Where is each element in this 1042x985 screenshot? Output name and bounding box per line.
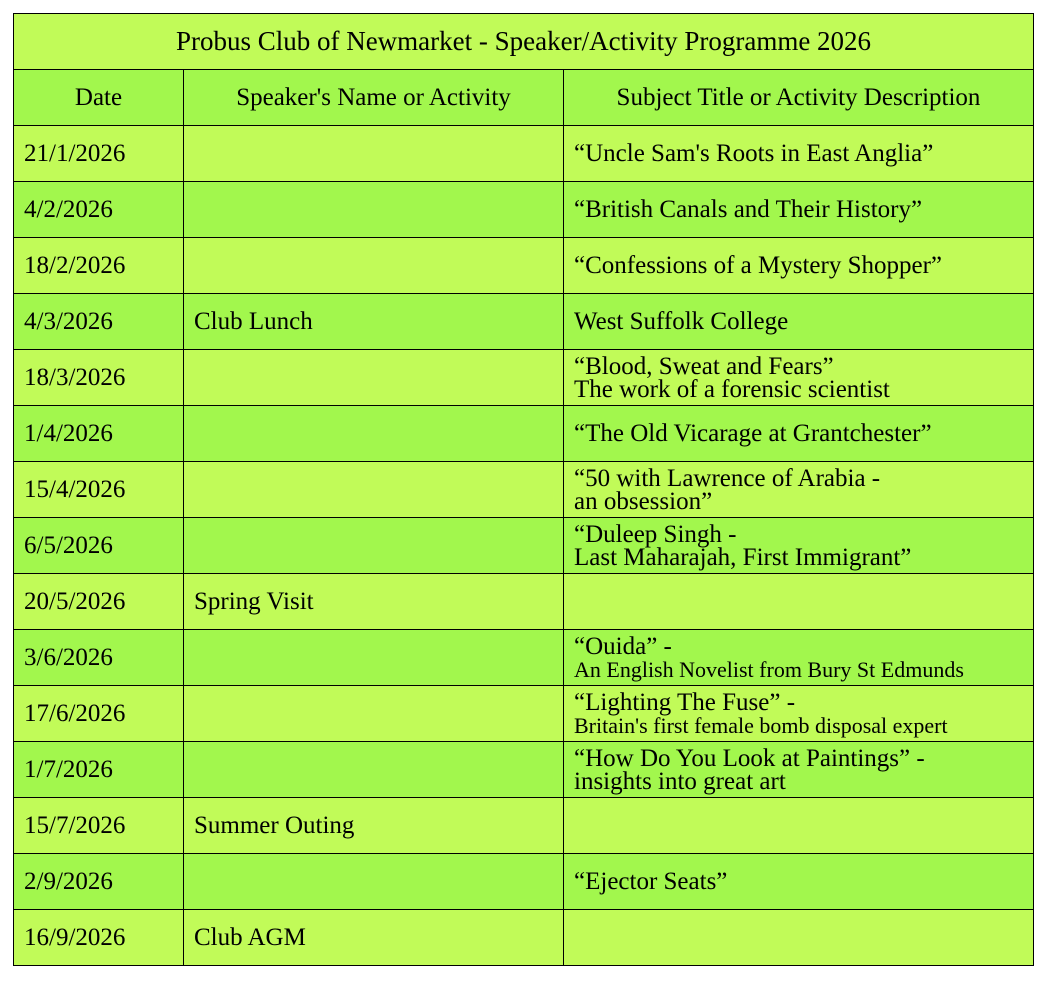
speaker-activity-cell [184, 518, 564, 574]
table-row [14, 910, 1034, 966]
speaker-activity-cell [184, 126, 564, 182]
subject-subtitle-line: The work of a forensic scientist [574, 375, 890, 403]
date-cell: 4/2/2026 [14, 182, 184, 238]
table-row [14, 182, 1034, 238]
table-row [14, 686, 1034, 742]
subject-title-line: “Uncle Sam's Roots in East Anglia” [574, 140, 934, 167]
subject-title-line: “The Old Vicarage at Grantchester” [574, 420, 932, 447]
subject-description-cell [564, 406, 1034, 462]
speaker-activity-cell: Spring Visit [184, 574, 564, 630]
subject-description-cell [564, 462, 1034, 518]
subject-title-line: “Blood, Sweat and Fears” [574, 352, 834, 380]
subject-title-line: “Lighting The Fuse” - [574, 688, 796, 716]
table-row [14, 574, 1034, 630]
date-cell: 4/3/2026 [14, 294, 184, 350]
date-cell: 15/4/2026 [14, 462, 184, 518]
table-row [14, 294, 1034, 350]
header-row [14, 70, 1034, 126]
subject-description-cell [564, 854, 1034, 910]
subject-subtitle-line: insights into great art [574, 767, 786, 795]
table-row [14, 798, 1034, 854]
subject-title-line: “50 with Lawrence of Arabia - [574, 464, 881, 492]
subject-description-cell [564, 910, 1034, 966]
date-cell: 16/9/2026 [14, 910, 184, 966]
subject-description-cell [564, 518, 1034, 574]
subject-subtitle-line: Last Maharajah, First Immigrant” [574, 543, 912, 571]
column-header-date: Date [14, 70, 184, 126]
speaker-activity-cell [184, 238, 564, 294]
subject-description-cell [564, 630, 1034, 686]
subject-title-line: “Duleep Singh - [574, 520, 737, 548]
table-row [14, 518, 1034, 574]
table-row [14, 126, 1034, 182]
table-row [14, 350, 1034, 406]
subject-title-line: “Ejector Seats” [574, 868, 728, 895]
date-cell: 15/7/2026 [14, 798, 184, 854]
date-cell: 6/5/2026 [14, 518, 184, 574]
date-cell: 1/7/2026 [14, 742, 184, 798]
column-header-subject: Subject Title or Activity Description [564, 70, 1034, 126]
subject-description-cell [564, 350, 1034, 406]
speaker-activity-cell [184, 182, 564, 238]
subject-title-line: “How Do You Look at Paintings” - [574, 744, 925, 772]
subject-description-cell [564, 126, 1034, 182]
subject-subtitle-line: an obsession” [574, 487, 713, 515]
subject-description-cell [564, 294, 1034, 350]
speaker-activity-cell: Club AGM [184, 910, 564, 966]
subject-description-cell [564, 182, 1034, 238]
date-cell: 20/5/2026 [14, 574, 184, 630]
date-cell: 17/6/2026 [14, 686, 184, 742]
table-row [14, 406, 1034, 462]
subject-title-line: “Ouida” - [574, 632, 672, 660]
subject-subtitle-line: Britain's first female bomb disposal expert [574, 712, 948, 738]
date-cell: 1/4/2026 [14, 406, 184, 462]
subject-title-line: “Confessions of a Mystery Shopper” [574, 252, 942, 279]
column-header-speaker: Speaker's Name or Activity [184, 70, 564, 126]
subject-title-line: “British Canals and Their History” [574, 196, 923, 223]
speaker-activity-cell [184, 462, 564, 518]
table-row [14, 238, 1034, 294]
speaker-activity-cell [184, 686, 564, 742]
subject-title-line: West Suffolk College [574, 308, 789, 335]
speaker-activity-cell [184, 630, 564, 686]
subject-description-cell [564, 686, 1034, 742]
date-cell: 3/6/2026 [14, 630, 184, 686]
programme-table [13, 13, 1034, 966]
subject-description-cell [564, 798, 1034, 854]
speaker-activity-cell [184, 742, 564, 798]
subject-description-cell [564, 238, 1034, 294]
table-row [14, 854, 1034, 910]
speaker-activity-cell: Club Lunch [184, 294, 564, 350]
subject-description-cell [564, 742, 1034, 798]
table-row [14, 462, 1034, 518]
table-row [14, 630, 1034, 686]
speaker-activity-cell: Summer Outing [184, 798, 564, 854]
date-cell: 18/2/2026 [14, 238, 184, 294]
speaker-activity-cell [184, 350, 564, 406]
speaker-activity-cell [184, 854, 564, 910]
subject-subtitle-line: An English Novelist from Bury St Edmunds [574, 656, 964, 682]
subject-description-cell [564, 574, 1034, 630]
programme-rows [14, 126, 1034, 966]
title-row [14, 14, 1034, 70]
table-row [14, 742, 1034, 798]
date-cell: 18/3/2026 [14, 350, 184, 406]
date-cell: 2/9/2026 [14, 854, 184, 910]
page-title: Probus Club of Newmarket - Speaker/Activity Programme 2026 [14, 14, 1034, 70]
speaker-activity-cell [184, 406, 564, 462]
date-cell: 21/1/2026 [14, 126, 184, 182]
